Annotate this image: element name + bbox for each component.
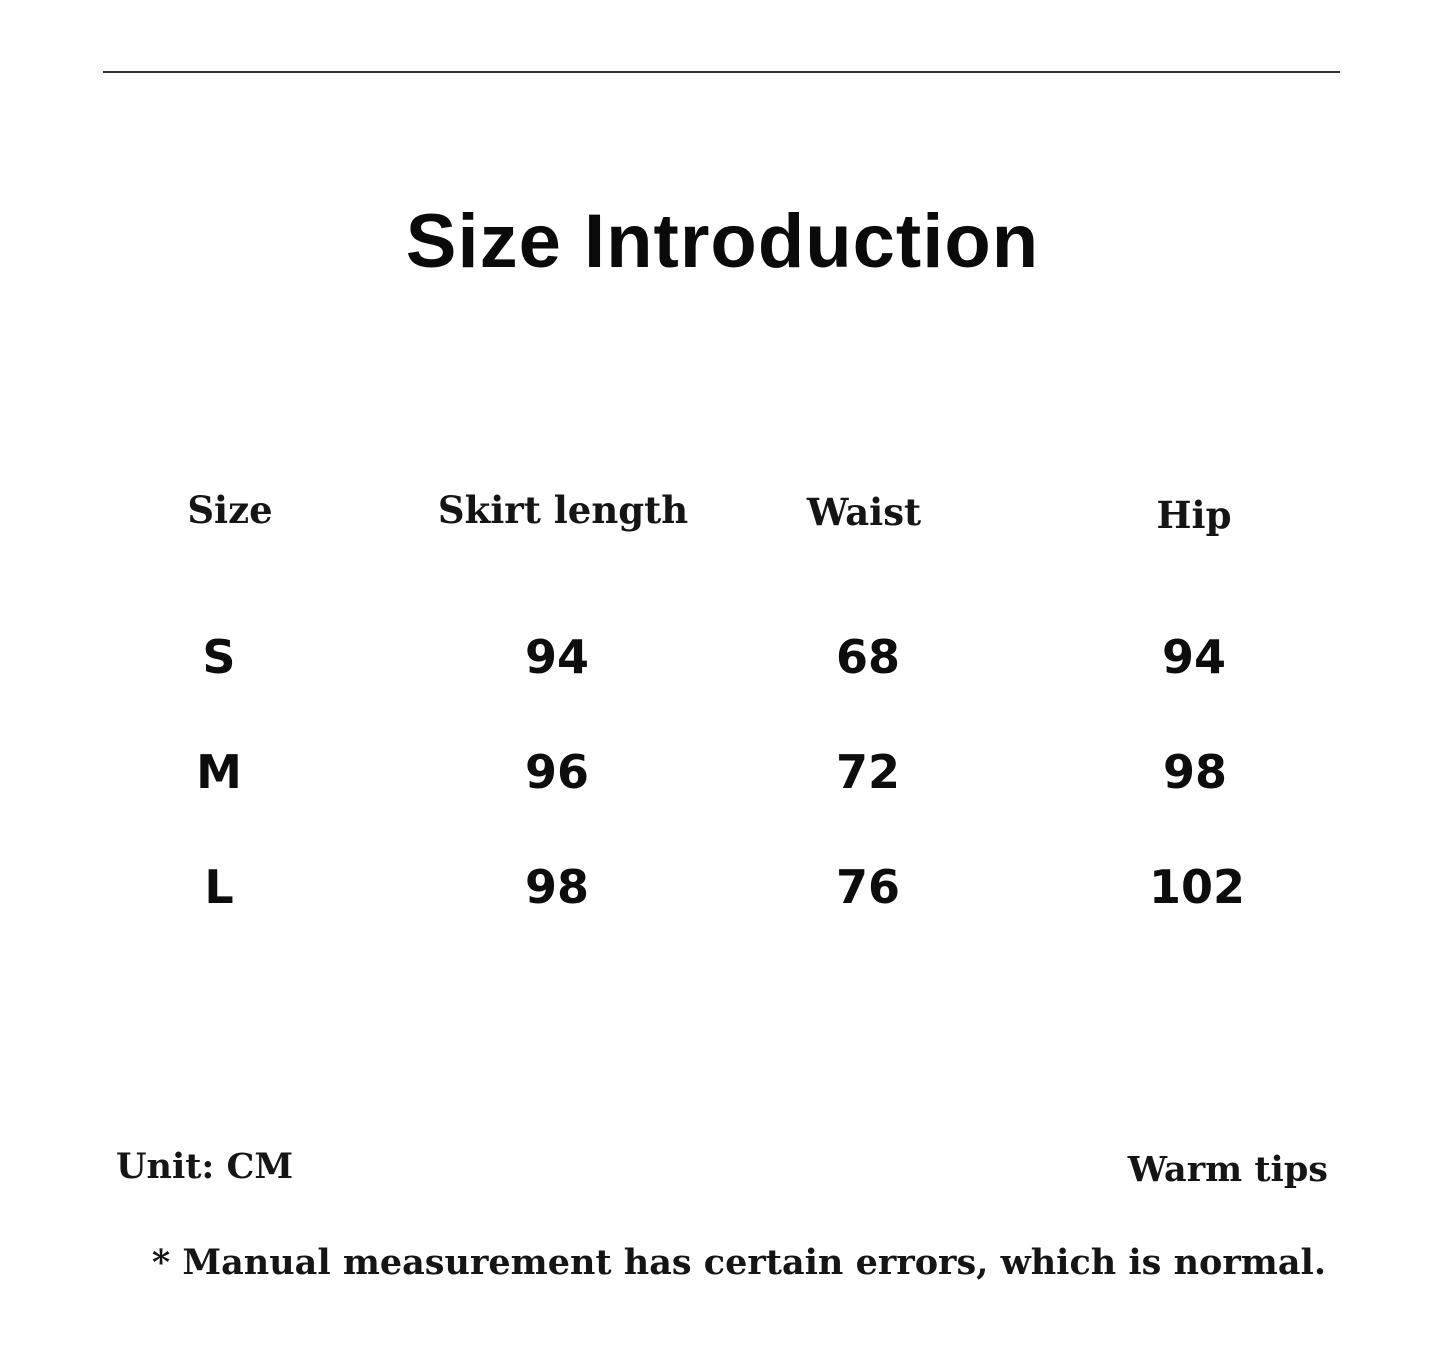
unit-label: Unit: CM — [116, 1146, 294, 1187]
skirt-length-cell: 96 — [524, 745, 590, 799]
column-header-size: Size — [187, 488, 273, 532]
page-title: Size Introduction — [405, 199, 1040, 284]
size-cell: M — [196, 745, 242, 799]
column-header-skirt-length: Skirt length — [437, 488, 689, 532]
size-cell: S — [202, 630, 236, 684]
column-header-hip: Hip — [1156, 493, 1232, 537]
hip-cell: 98 — [1162, 745, 1228, 799]
warm-tips-label: Warm tips — [1127, 1149, 1328, 1190]
skirt-length-cell: 98 — [524, 860, 590, 914]
hip-cell: 102 — [1148, 860, 1246, 914]
skirt-length-cell: 94 — [524, 630, 590, 684]
waist-cell: 68 — [835, 630, 901, 684]
hip-cell: 94 — [1161, 630, 1227, 684]
waist-cell: 72 — [835, 745, 901, 799]
top-divider — [103, 71, 1340, 73]
measurement-note: * Manual measurement has certain errors, which is normal. — [151, 1242, 1326, 1283]
size-cell: L — [204, 860, 234, 914]
column-header-waist: Waist — [806, 490, 922, 534]
waist-cell: 76 — [835, 860, 901, 914]
